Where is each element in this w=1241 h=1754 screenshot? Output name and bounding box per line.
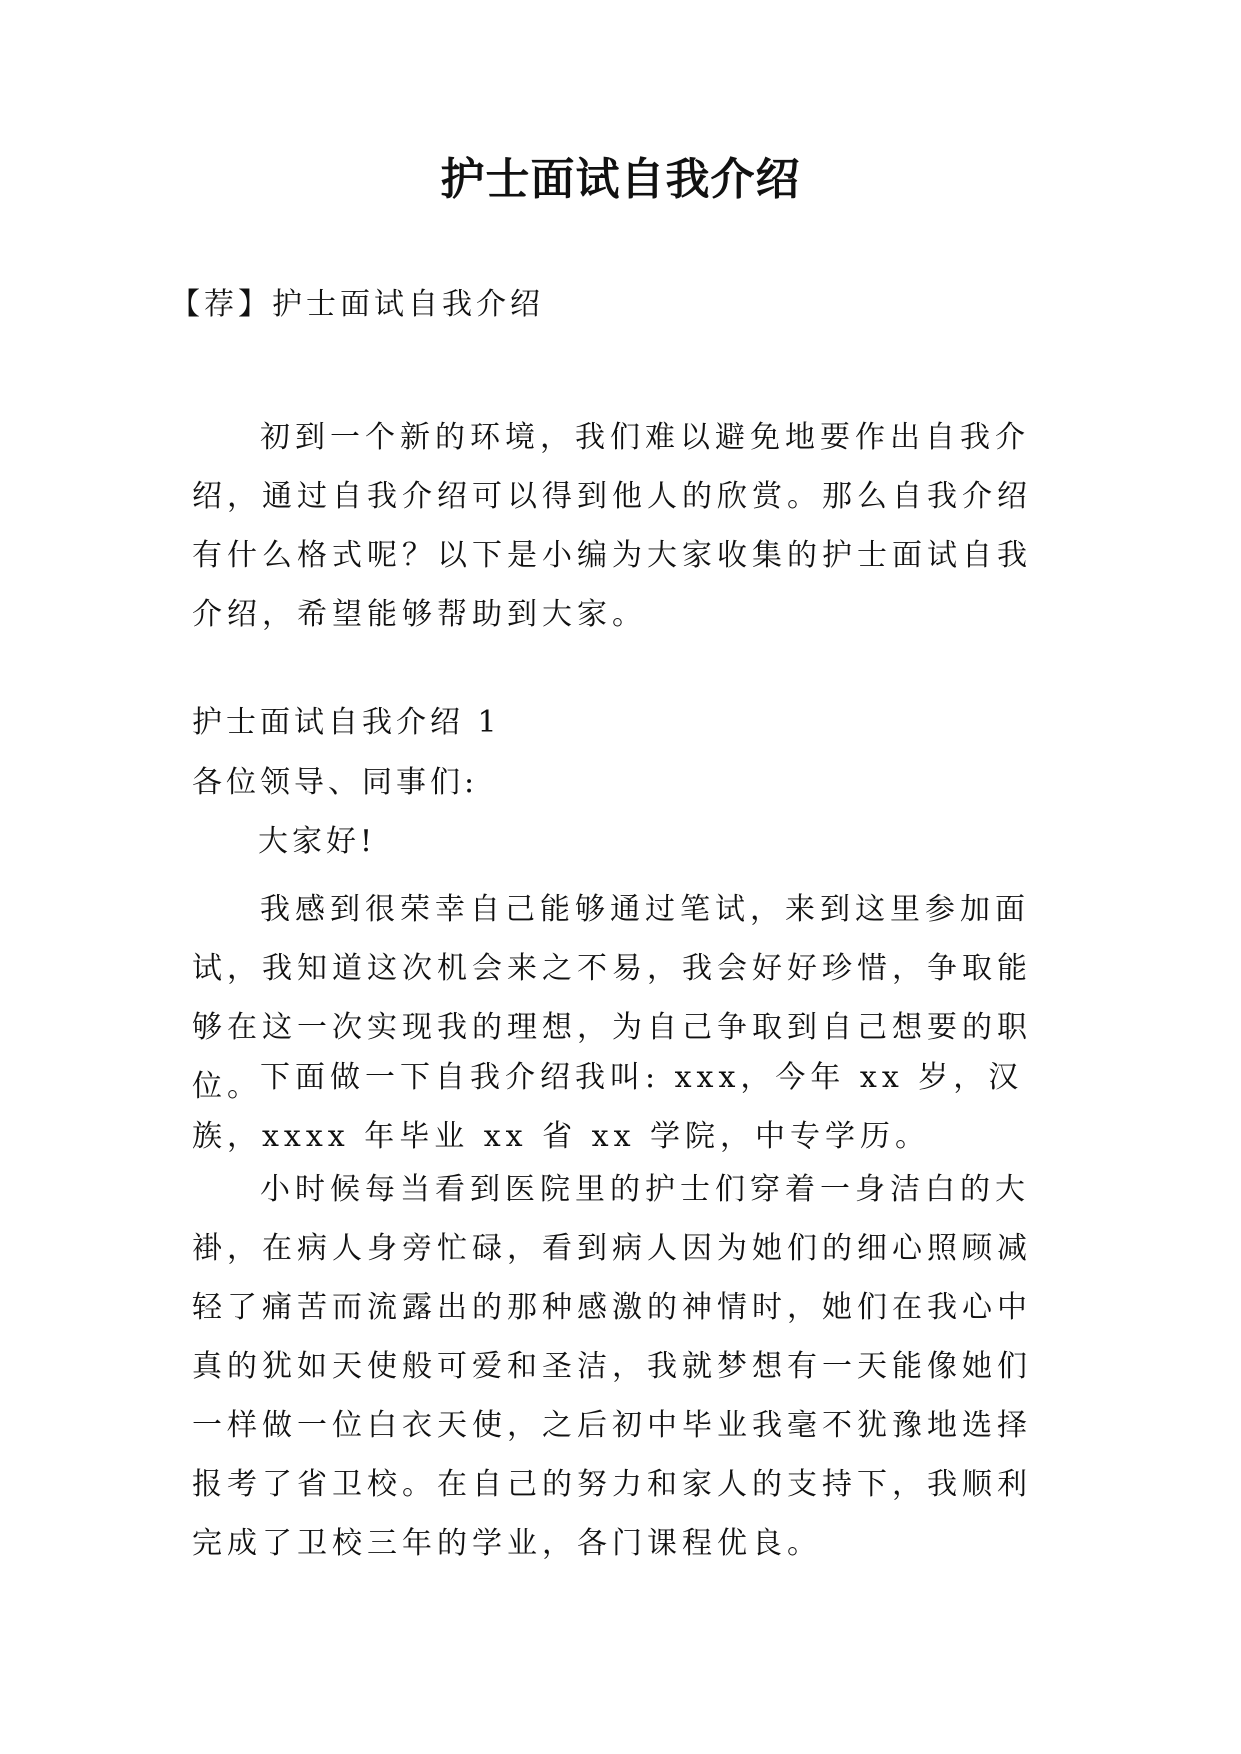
- document-subtitle: 【荐】护士面试自我介绍: [170, 287, 544, 322]
- intro-paragraph: 初到一个新的环境，我们难以避免地要作出自我介绍，通过自我介绍可以得到他人的欣赏。那么自我介绍有什么格式呢？以下是小编为大家收集的护士面试自我介绍，希望能够帮助到大家。: [192, 420, 1032, 632]
- greeting: 大家好!: [258, 824, 377, 859]
- body-paragraph: 小时候每当看到医院里的护士们穿着一身洁白的大褂，在病人身旁忙碌，看到病人因为她们的细心照顾减轻了痛苦而流露出的那种感激的神情时，她们在我心中真的犹如天使般可爱和圣洁，我就梦想有一天能像她们一样做一位白衣天使，之后初中毕业我毫不犹豫地选择报考了省卫校。在自己的努力和家人的支持下，我顺利完成了卫校三年的学业，各门课程优良。: [192, 1172, 1032, 1561]
- document-title: 护士面试自我介绍: [440, 154, 801, 205]
- salutation: 各位领导、同事们:: [192, 765, 479, 800]
- body-paragraph: 我感到很荣幸自己能够通过笔试，来到这里参加面试，我知道这次机会来之不易，我会好好珍惜，争取能够在这一次实现我的理想，为自己争取到自己想要的职位。: [192, 892, 1032, 1104]
- section-heading: 护士面试自我介绍 1: [192, 705, 501, 740]
- body-paragraph: 下面做一下自我介绍我叫: xxx，今年 xx 岁，汉族，xxxx 年毕业 xx 省 xx 学院，中专学历。: [192, 1060, 1024, 1154]
